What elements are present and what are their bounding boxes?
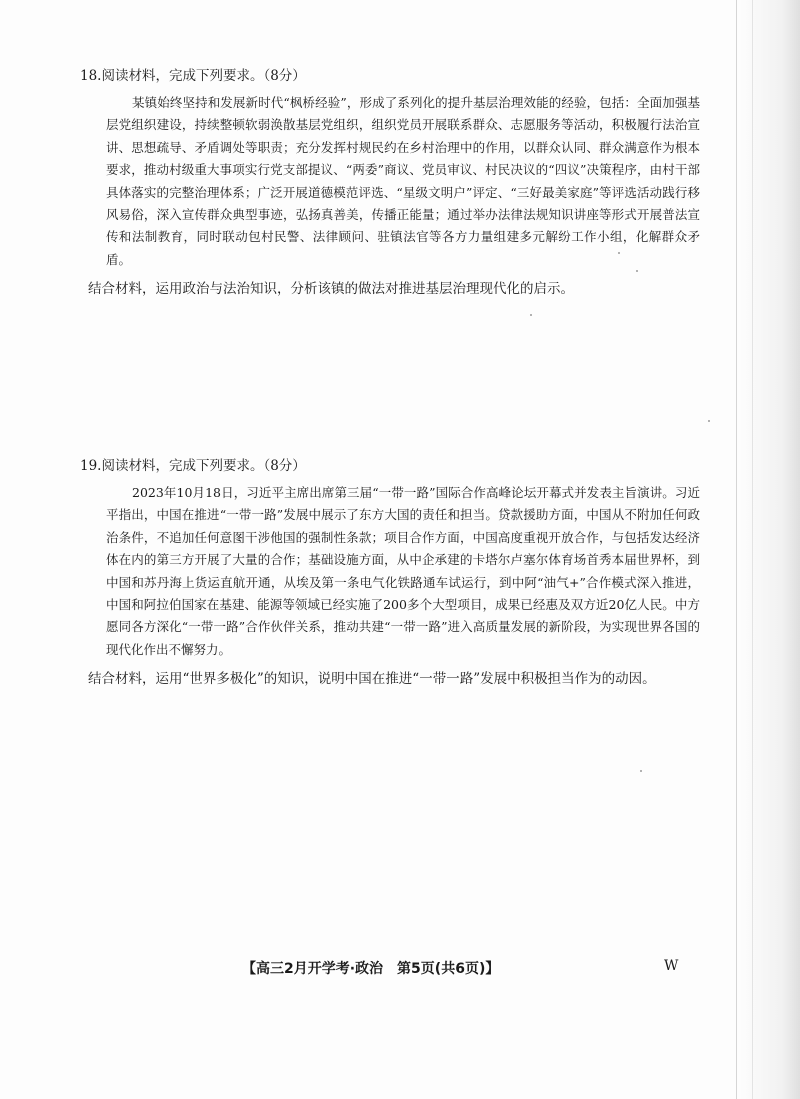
- question-title: 18.阅读材料，完成下列要求。（8分）: [80, 68, 306, 84]
- scan-speck: [636, 270, 638, 272]
- scan-speck: [618, 252, 620, 254]
- question-task: 结合材料，运用“世界多极化”的知识，说明中国在推进“一带一路”发展中积极担当作为的动因。: [88, 671, 656, 688]
- scan-speck: [530, 314, 532, 316]
- footer-page-label: 【高三2月开学考·政治 第5页(共6页)】: [242, 961, 500, 977]
- scan-edge-line: [736, 0, 737, 1099]
- footer-version-code: W: [664, 958, 679, 974]
- question-title: 19.阅读材料，完成下列要求。（8分）: [80, 458, 306, 474]
- question-material: 某镇始终坚持和发展新时代“枫桥经验”，形成了系列化的提升基层治理效能的经验，包括：全面加强基层党组织建设，持续整顿软弱涣散基层党组织，组织党员开展联系群众、志愿服务等活动，积极履行法治宣讲、思想疏导、矛盾调处等职责；充分发挥村规民约在乡村治理中的作用，以群众认同、群众满意作为根本要求，推动村级重大事项实行党支部提议、“两委”商议、党员审议、村民决议的“四议”决策程序，由村干部具体落实的完整治理体系；广泛开展道德模范评选、“星级文明户”评定、“三好最美家庭”等评选活动践行移风易俗，深入宣传群众典型事迹，弘扬真善美，传播正能量；通过举办法律法规知识讲座等形式开展普法宣传和法制教育，同时联动包村民警、法律顾问、驻镇法官等各方力量组建多元解纷工作小组，化解群众矛盾。: [106, 95, 700, 267]
- scan-edge-line: [752, 0, 753, 1099]
- question-19: [80, 456, 700, 689]
- question-18: [80, 66, 700, 299]
- question-task: 结合材料，运用政治与法治知识，分析该镇的做法对推进基层治理现代化的启示。: [88, 281, 574, 298]
- question-material: 2023年10月18日，习近平主席出席第三届“一带一路”国际合作高峰论坛开幕式并发表主旨演讲。习近平指出，中国在推进“一带一路”发展中展示了东方大国的责任和担当。贷款援助方面，中国从不附加任何政治条件，不追加任何意图干涉他国的强制性条款；项目合作方面，中国高度重视开放合作，与包括发达经济体在内的第三方开展了大量的合作；基础设施方面，从中企承建的卡塔尔卢塞尔体育场首秀本届世界杯，到中国和苏丹海上货运直航开通，从埃及第一条电气化铁路通车试运行，到中阿“油气+”合作模式深入推进，中国和阿拉伯国家在基建、能源等领域已经实施了200多个大型项目，成果已经惠及双方近20亿人民。中方愿同各方深化“一带一路”合作伙伴关系，推动共建“一带一路”进入高质量发展的新阶段，为实现世界各国的现代化作出不懈努力。: [106, 485, 700, 657]
- scan-edge-shadow: [740, 0, 800, 1099]
- scan-speck: [708, 420, 710, 422]
- scan-speck: [640, 770, 642, 772]
